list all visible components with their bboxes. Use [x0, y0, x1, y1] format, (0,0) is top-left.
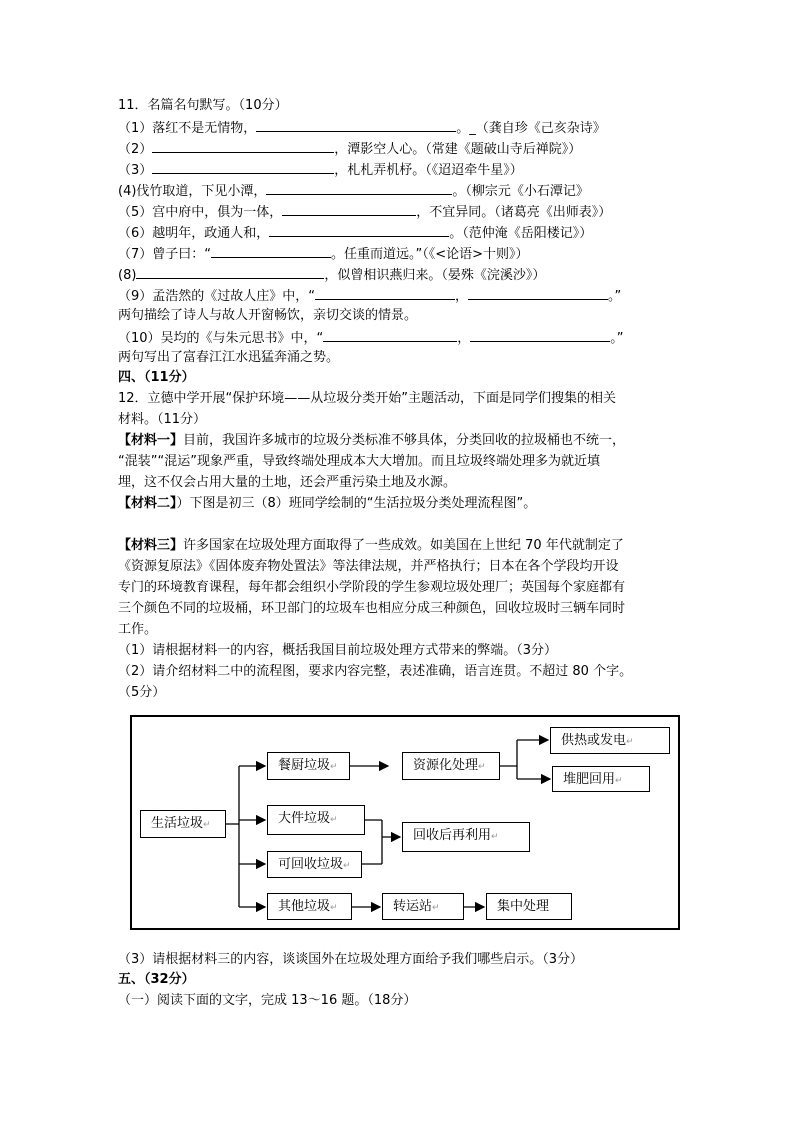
item-source: 。_（龚自珍《己亥杂诗》 [456, 121, 606, 136]
q11-item-10 [118, 327, 624, 349]
material-2 [118, 494, 536, 514]
node-heat-power [550, 727, 670, 754]
q11-item-3 [118, 159, 523, 181]
q11-item-9-cont: 两句描绘了诗人与故人开窗畅饮，亲切交谈的情景。 [118, 308, 418, 323]
q12-line-2: 材料。（11分） [118, 412, 207, 427]
node-label: 餐厨垃圾 [278, 758, 331, 773]
answer-blank[interactable] [266, 180, 452, 195]
node-label: 可回收垃圾 [278, 857, 344, 872]
q11-item-10-cont: 两句写出了富春江江水迅猛奔涌之势。 [118, 350, 340, 365]
item-source: ，似曾相识燕归来。（晏殊《浣溪沙》） [324, 268, 546, 283]
item-text: （2） [118, 142, 153, 157]
material-3-line-1 [118, 536, 624, 556]
paragraph-mark: ↵ [491, 832, 499, 842]
answer-blank[interactable] [468, 285, 608, 300]
paragraph-mark: ↵ [330, 903, 338, 913]
node-other-waste [267, 893, 352, 920]
paragraph-mark: ↵ [615, 776, 623, 786]
item-text: （6）越明年，政通人和， [118, 226, 270, 241]
item-source: ，不宜异同。（诸葛亮《出师表》） [416, 205, 612, 220]
node-transfer-station [382, 893, 464, 920]
comma: ， [457, 331, 471, 346]
paragraph-mark: ↵ [330, 762, 338, 772]
sub-question-2-line-1: （2）请介绍材料二中的流程图，要求内容完整，表述准确，语言连贯。不超过 80 个字。 [118, 664, 633, 679]
answer-blank[interactable] [152, 138, 334, 153]
node-label: 转运站 [393, 899, 433, 914]
flowchart [130, 715, 680, 930]
item-text: （5）宫中府中，俱为一体， [118, 205, 283, 220]
item-source: ，札札弄机杼。（《迢迢牵牛星》） [334, 163, 523, 178]
closing-quote: 。” [610, 331, 624, 346]
q11-item-1 [118, 117, 606, 139]
answer-blank[interactable] [470, 327, 610, 342]
material-1-line-2: “混装”“混运”现象严重，导致终端处理成本大大增加。而且垃圾终端处理多为就近填 [118, 454, 600, 469]
material-text: 许多国家在垃圾处理方面取得了一些成效。如美国在上世纪 70 年代就制定了 [183, 538, 624, 553]
section-5-sub: （一）阅读下面的文字，完成 13～16 题。（18分） [118, 993, 417, 1008]
paragraph-mark: ↵ [343, 861, 351, 871]
answer-blank[interactable] [282, 201, 416, 216]
section-5-heading: 五、（32分） [118, 972, 195, 987]
item-text: （9）孟浩然的《过故人庄》中，“ [118, 289, 316, 304]
material-1-label: 【材料一】 [118, 433, 184, 448]
comma: ， [455, 289, 469, 304]
node-label: 回收后再利用 [413, 828, 492, 843]
node-recyclable-waste [267, 851, 362, 878]
node-label: 生活垃圾 [151, 816, 204, 831]
material-3-line-4: 三个颜色不同的垃圾桶，环卫部门的垃圾车也相应分成三种颜色，回收垃圾时三辆车同时 [118, 601, 626, 616]
node-resource-processing [402, 752, 500, 780]
closing-quote: 。” [608, 289, 622, 304]
q12-line-1: 12．立德中学开展“保护环境——从垃圾分类开始”主题活动，下面是同学们搜集的相关 [118, 391, 617, 406]
item-source: 。任重而道远。”（《<论语>十则》） [331, 247, 529, 262]
answer-blank[interactable] [256, 117, 456, 132]
material-3-label: 【材料三】 [118, 538, 184, 553]
q11-item-7 [118, 243, 529, 265]
node-label: 其他垃圾 [278, 899, 331, 914]
node-recycle-reuse [402, 822, 530, 852]
q11-item-9 [118, 285, 621, 307]
answer-blank[interactable] [269, 222, 449, 237]
answer-blank[interactable] [136, 264, 324, 279]
material-text: ）下图是初三（8）班同学绘制的“生活拉圾分类处理流程图”。 [176, 496, 537, 511]
item-text: （3） [118, 163, 153, 178]
answer-blank[interactable] [152, 159, 334, 174]
material-3-line-3: 专门的环境教育课程，每年都会组织小学阶段的学生参观垃圾处理厂；英国每个家庭都有 [118, 580, 626, 595]
node-household-waste [140, 810, 226, 838]
sub-question-3: （3）请根据材料三的内容，谈谈国外在垃圾处理方面给予我们哪些启示。（3分） [118, 952, 584, 967]
material-1-line-1 [118, 431, 625, 451]
paragraph-mark: ↵ [432, 903, 440, 913]
node-bulky-waste [267, 805, 365, 835]
q11-item-5 [118, 201, 611, 223]
node-label: 供热或发电 [561, 733, 627, 748]
node-label: 堆肥回用 [563, 772, 616, 787]
item-text: （1）落红不是无情物， [118, 121, 257, 136]
node-label: 资源化处理 [413, 758, 479, 773]
node-label: 大件垃圾 [278, 811, 331, 826]
material-3-line-5: 工作。 [118, 622, 158, 637]
item-text: (8) [118, 268, 137, 283]
node-kitchen-waste [267, 752, 350, 780]
item-source: ，潭影空人心。（常建《题破山寺后禅院》） [334, 142, 582, 157]
paragraph-mark: ↵ [330, 815, 338, 825]
q11-title: 11．名篇名句默写。（10分） [118, 98, 288, 113]
sub-question-2-line-2: （5分） [118, 685, 166, 700]
node-central-processing [486, 893, 572, 920]
node-label: 集中处理 [497, 899, 550, 914]
material-3-line-2: 《资源复原法》《固体废弃物处置法》等法律法规，并严格执行；日本在各个学段均开设 [118, 559, 619, 574]
item-text: （7）曾子曰：“ [118, 247, 212, 262]
sub-question-1: （1）请根据材料一的内容，概括我国目前垃圾处理方式带来的弊端。（3分） [118, 643, 558, 658]
answer-blank[interactable] [211, 243, 331, 258]
q11-item-2 [118, 138, 581, 160]
paragraph-mark: ↵ [478, 762, 486, 772]
answer-blank[interactable] [315, 285, 455, 300]
material-1-line-3: 埋，这不仅会占用大量的土地，还会严重污染土地及水源。 [118, 475, 457, 490]
node-compost [552, 766, 650, 792]
item-source: 。（柳宗元《小石潭记》 [452, 184, 589, 199]
answer-blank[interactable] [323, 327, 457, 342]
material-2-label: 【材料二】 [118, 496, 177, 511]
item-text: (4)伐竹取道，下见小潭， [118, 184, 267, 199]
q11-item-6 [118, 222, 592, 244]
item-text: （10）吴均的《与朱元思书》中，“ [118, 331, 324, 346]
material-text: 目前，我国许多城市的垃圾分类标准不够具体，分类回收的拉圾桶也不统一， [183, 433, 626, 448]
section-4-heading: 四、（11分） [118, 370, 195, 385]
paragraph-mark: ↵ [203, 820, 211, 830]
q11-item-8 [118, 264, 545, 286]
q11-item-4 [118, 180, 589, 202]
paragraph-mark: ↵ [626, 737, 634, 747]
item-source: 。（范仲淹《岳阳楼记》） [449, 226, 593, 241]
